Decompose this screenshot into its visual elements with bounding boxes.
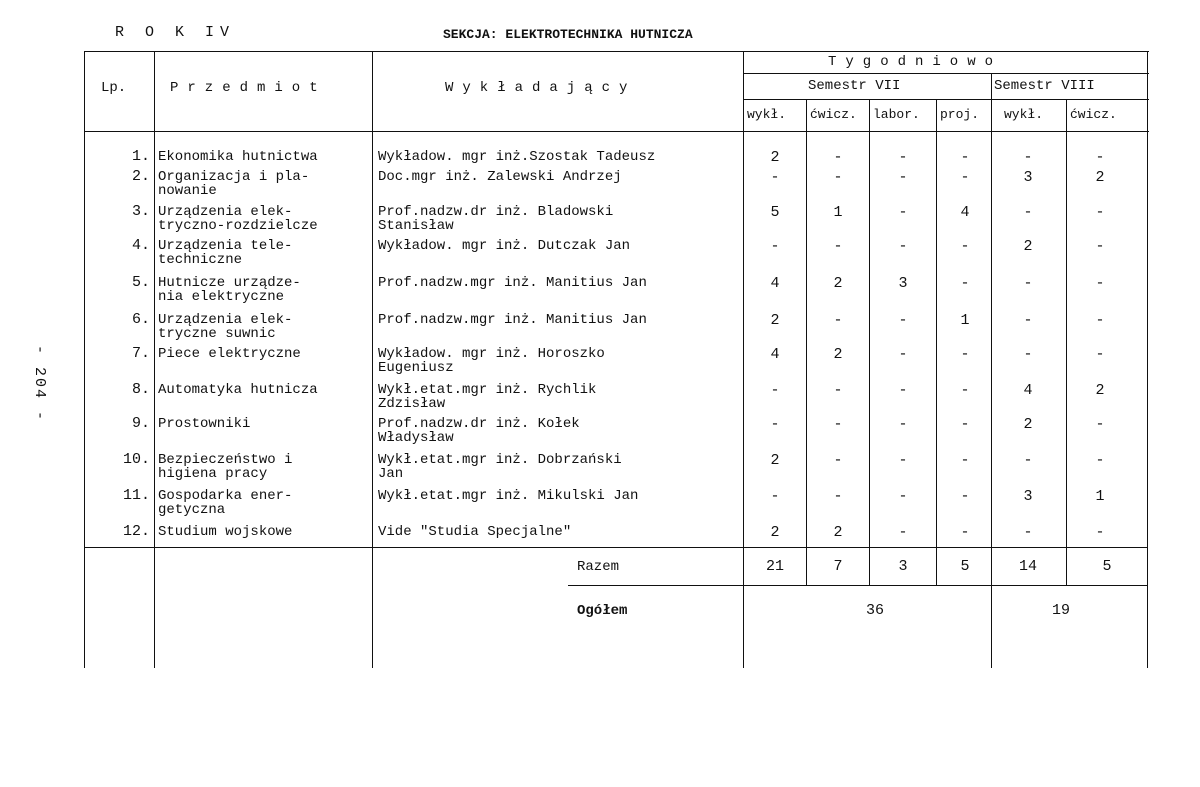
col-divider-1 xyxy=(806,99,807,586)
hours-cell: - xyxy=(1023,275,1033,292)
row-number: 1. xyxy=(131,148,150,165)
header-sem7-project: proj. xyxy=(940,107,980,122)
lecturer-name: Wykł.etat.mgr inż. Dobrzański Jan xyxy=(378,452,622,482)
hours-cell: - xyxy=(833,382,843,399)
col-divider-5 xyxy=(1066,99,1067,586)
header-sem8-lectures: wykł. xyxy=(1004,107,1044,122)
col-divider-lecturer xyxy=(743,51,744,668)
hours-cell: 2 xyxy=(1095,169,1105,186)
row-number: 7. xyxy=(131,345,150,362)
hours-cell: - xyxy=(1095,416,1105,433)
hours-cell: - xyxy=(833,312,843,329)
hours-cell: - xyxy=(833,238,843,255)
razem-sem7-project: 5 xyxy=(960,558,970,575)
header-sem8: Semestr VIII xyxy=(994,78,1095,94)
hours-cell: - xyxy=(898,312,908,329)
subject-name: Prostowniki xyxy=(158,416,251,432)
hours-cell: - xyxy=(898,346,908,363)
lecturer-name: Prof.nadzw.dr inż. Kołek Władysław xyxy=(378,416,580,446)
hours-cell: - xyxy=(960,149,970,166)
header-sem7-exercises: ćwicz. xyxy=(810,107,857,122)
right-border xyxy=(1147,51,1148,668)
ogolem-sem7: 36 xyxy=(865,602,884,619)
hours-cell: 2 xyxy=(833,524,843,541)
hours-cell: - xyxy=(1095,524,1105,541)
subject-name: Ekonomika hutnictwa xyxy=(158,149,318,165)
hours-cell: 1 xyxy=(960,312,970,329)
hours-cell: - xyxy=(770,416,780,433)
razem-sem7-exercises: 7 xyxy=(833,558,843,575)
hours-cell: - xyxy=(833,452,843,469)
hours-cell: - xyxy=(770,238,780,255)
hours-cell: - xyxy=(960,275,970,292)
hours-cell: - xyxy=(1095,346,1105,363)
hours-cell: 2 xyxy=(833,275,843,292)
hours-cell: - xyxy=(898,149,908,166)
col-divider-subject xyxy=(372,51,373,668)
row-number: 12. xyxy=(122,523,150,540)
razem-bottom-border xyxy=(568,585,1147,586)
row-number: 5. xyxy=(131,274,150,291)
subject-name: Urządzenia elek- tryczno-rozdzielcze xyxy=(158,204,318,234)
lecturer-name: Doc.mgr inż. Zalewski Andrzej xyxy=(378,169,622,185)
hours-cell: - xyxy=(960,346,970,363)
hours-cell: - xyxy=(960,169,970,186)
row-number: 6. xyxy=(131,311,150,328)
hours-cell: - xyxy=(898,204,908,221)
header-lecturer: Wykładający xyxy=(445,80,637,96)
hours-cell: 2 xyxy=(770,149,780,166)
lecturer-name: Prof.nadzw.mgr inż. Manitius Jan xyxy=(378,312,647,328)
hours-cell: - xyxy=(770,382,780,399)
hours-cell: 4 xyxy=(1023,382,1033,399)
subject-name: Urządzenia elek- tryczne suwnic xyxy=(158,312,293,342)
body-bottom-border xyxy=(84,547,1147,548)
hours-cell: 1 xyxy=(1095,488,1105,505)
hours-cell: 4 xyxy=(770,275,780,292)
page-number: - 204 - xyxy=(31,345,48,423)
table-top-border xyxy=(84,51,1149,52)
hours-cell: - xyxy=(1023,149,1033,166)
year-label: R O K IV xyxy=(115,24,236,41)
hours-cell: - xyxy=(898,524,908,541)
col-divider-lp xyxy=(154,51,155,668)
razem-sem8-exercises: 5 xyxy=(1102,558,1112,575)
ogolem-label: Ogółem xyxy=(577,603,628,619)
hours-cell: - xyxy=(1023,524,1033,541)
header-sem7-lab: labor. xyxy=(873,107,920,122)
header-sem7: Semestr VII xyxy=(808,78,901,94)
razem-sem8-lectures: 14 xyxy=(1018,558,1037,575)
hours-cell: - xyxy=(1095,452,1105,469)
hours-cell: 2 xyxy=(1023,238,1033,255)
hours-cell: 2 xyxy=(770,524,780,541)
hours-cell: - xyxy=(1023,204,1033,221)
lecturer-name: Wykładow. mgr inż. Dutczak Jan xyxy=(378,238,631,254)
row-number: 10. xyxy=(122,451,150,468)
header-bottom-border xyxy=(84,131,1149,132)
header-lp: Lp. xyxy=(101,80,127,96)
row-number: 4. xyxy=(131,237,150,254)
hours-cell: - xyxy=(833,169,843,186)
hours-cell: - xyxy=(833,149,843,166)
hours-cell: - xyxy=(898,169,908,186)
subject-name: Bezpieczeństwo i higiena pracy xyxy=(158,452,293,482)
hours-cell: - xyxy=(1095,238,1105,255)
row-number: 3. xyxy=(131,203,150,220)
lecturer-name: Prof.nadzw.dr inż. Bladowski Stanisław xyxy=(378,204,614,234)
hours-cell: - xyxy=(1023,452,1033,469)
hours-cell: - xyxy=(1095,204,1105,221)
subject-name: Automatyka hutnicza xyxy=(158,382,318,398)
razem-sem7-lectures: 21 xyxy=(765,558,784,575)
lecturer-name: Vide "Studia Specjalne" xyxy=(378,524,572,540)
header-weekly: Tygodniowo xyxy=(828,54,1003,70)
hours-cell: 2 xyxy=(1095,382,1105,399)
col-divider-2 xyxy=(869,99,870,586)
hours-cell: - xyxy=(1023,346,1033,363)
hours-cell: - xyxy=(770,488,780,505)
row-number: 8. xyxy=(131,381,150,398)
hours-cell: 2 xyxy=(770,452,780,469)
weekly-divider xyxy=(744,73,1149,74)
lecturer-name: Wykładow. mgr inż. Horoszko Eugeniusz xyxy=(378,346,605,376)
hours-cell: 3 xyxy=(898,275,908,292)
row-number: 9. xyxy=(131,415,150,432)
hours-cell: 1 xyxy=(833,204,843,221)
hours-cell: - xyxy=(833,488,843,505)
lecturer-name: Prof.nadzw.mgr inż. Manitius Jan xyxy=(378,275,647,291)
lecturer-name: Wykł.etat.mgr inż. Mikulski Jan xyxy=(378,488,639,504)
header-subject: Przedmiot xyxy=(170,80,327,96)
section-title: SEKCJA: ELEKTROTECHNIKA HUTNICZA xyxy=(443,27,693,42)
hours-cell: - xyxy=(1095,312,1105,329)
hours-cell: - xyxy=(1095,149,1105,166)
hours-cell: 3 xyxy=(1023,169,1033,186)
hours-cell: - xyxy=(960,382,970,399)
hours-cell: 4 xyxy=(960,204,970,221)
lecturer-name: Wykładow. mgr inż.Szostak Tadeusz xyxy=(378,149,656,165)
hours-cell: - xyxy=(960,524,970,541)
razem-label: Razem xyxy=(577,559,620,575)
hours-cell: - xyxy=(898,238,908,255)
row-number: 2. xyxy=(131,168,150,185)
hours-cell: - xyxy=(833,416,843,433)
hours-cell: 2 xyxy=(770,312,780,329)
subject-name: Piece elektryczne xyxy=(158,346,301,362)
row-number: 11. xyxy=(122,487,150,504)
left-border xyxy=(84,51,85,668)
hours-cell: - xyxy=(960,238,970,255)
subject-name: Urządzenia tele- techniczne xyxy=(158,238,293,268)
hours-cell: - xyxy=(1095,275,1105,292)
hours-cell: - xyxy=(770,169,780,186)
subject-name: Gospodarka ener- getyczna xyxy=(158,488,293,518)
ogolem-sem8: 19 xyxy=(1051,602,1070,619)
semester-divider xyxy=(744,99,1149,100)
hours-cell: - xyxy=(898,382,908,399)
hours-cell: 3 xyxy=(1023,488,1033,505)
hours-cell: - xyxy=(960,452,970,469)
hours-cell: - xyxy=(898,488,908,505)
header-sem7-lectures: wykł. xyxy=(747,107,787,122)
hours-cell: 4 xyxy=(770,346,780,363)
razem-sem7-lab: 3 xyxy=(898,558,908,575)
hours-cell: - xyxy=(898,452,908,469)
hours-cell: 2 xyxy=(833,346,843,363)
hours-cell: - xyxy=(1023,312,1033,329)
subject-name: Studium wojskowe xyxy=(158,524,293,540)
hours-cell: 2 xyxy=(1023,416,1033,433)
hours-cell: 5 xyxy=(770,204,780,221)
hours-cell: - xyxy=(898,416,908,433)
hours-cell: - xyxy=(960,488,970,505)
subject-name: Organizacja i pla- nowanie xyxy=(158,169,310,199)
subject-name: Hutnicze urządze- nia elektryczne xyxy=(158,275,301,305)
header-sem8-exercises: ćwicz. xyxy=(1070,107,1117,122)
lecturer-name: Wykł.etat.mgr inż. Rychlik Zdzisław xyxy=(378,382,597,412)
hours-cell: - xyxy=(960,416,970,433)
